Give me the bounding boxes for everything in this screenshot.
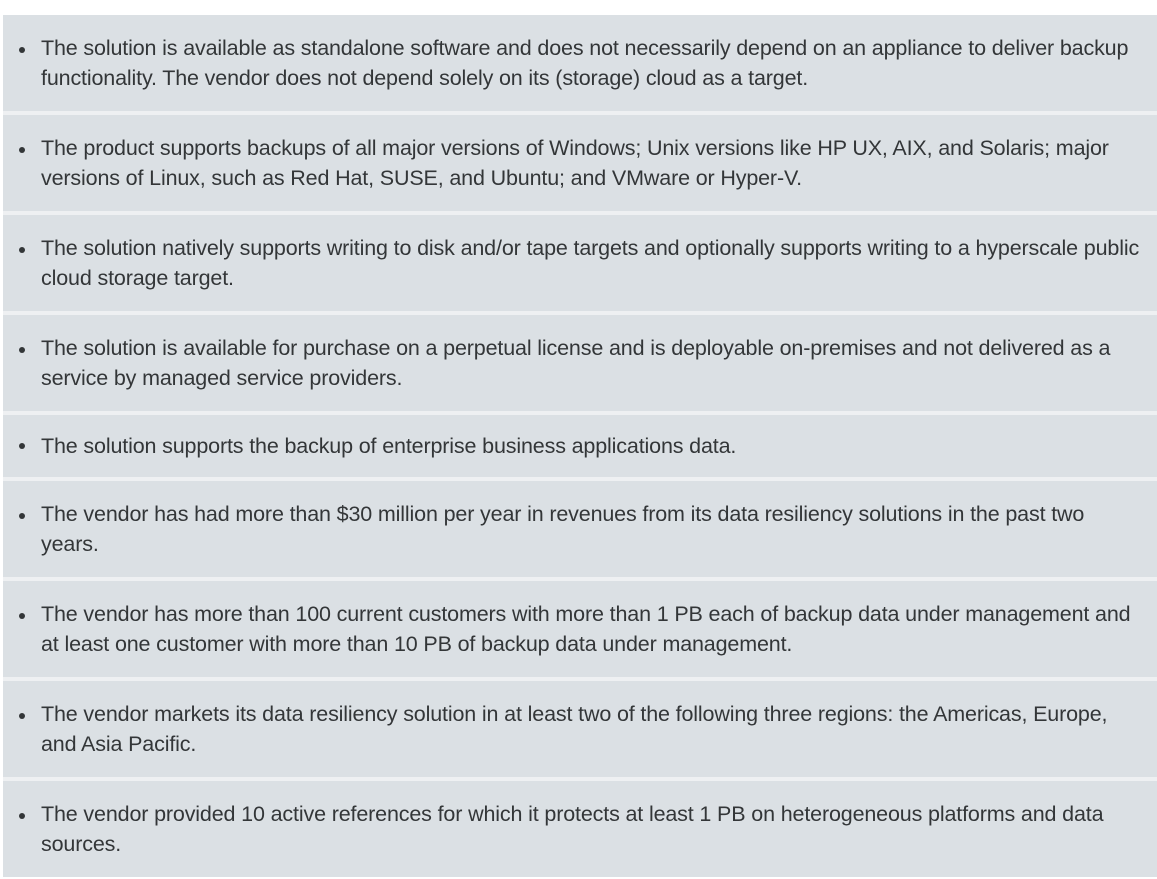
- bullet-icon: [19, 613, 25, 619]
- criteria-item-text: The product supports backups of all major versions of Windows; Unix versions like HP UX, AIX, and Solaris; major versions of Linux, such as Red Hat, SUSE, and Ubuntu; and VMware or Hyper-V.: [41, 136, 1109, 190]
- bullet-icon: [19, 47, 25, 53]
- criteria-item-text: The vendor markets its data resiliency solution in at least two of the following three regions: the Americas, Europe, and Asia Pacific.: [41, 702, 1108, 756]
- inclusion-criteria-list: [3, 15, 1157, 877]
- bullet-icon: [19, 813, 25, 819]
- bullet-icon: [19, 513, 25, 519]
- bullet-icon: [19, 347, 25, 353]
- criteria-item-text: The vendor has more than 100 current customers with more than 1 PB each of backup data under management and at least one customer with more than 10 PB of backup data under management.: [41, 602, 1131, 656]
- bullet-icon: [19, 713, 25, 719]
- criteria-item: [3, 481, 1157, 577]
- criteria-item-text: The solution is available for purchase on a perpetual license and is deployable on-premises and not delivered as a service by managed service providers.: [41, 336, 1111, 390]
- criteria-item: [3, 681, 1157, 777]
- bullet-icon: [19, 443, 25, 449]
- criteria-item: [3, 315, 1157, 411]
- criteria-item: [3, 115, 1157, 211]
- criteria-item-text: The solution is available as standalone software and does not necessarily depend on an appliance to deliver backup functionality. The vendor does not depend solely on its (storage) cloud as a target.: [41, 36, 1129, 90]
- criteria-item-text: The vendor has had more than $30 million per year in revenues from its data resiliency solutions in the past two years.: [41, 502, 1085, 556]
- bullet-icon: [19, 147, 25, 153]
- criteria-item-text: The solution supports the backup of enterprise business applications data.: [41, 434, 737, 458]
- criteria-item: [3, 415, 1157, 477]
- criteria-item: [3, 781, 1157, 877]
- criteria-item: [3, 15, 1157, 111]
- bullet-icon: [19, 247, 25, 253]
- criteria-item-text: The vendor provided 10 active references for which it protects at least 1 PB on heterogeneous platforms and data sources.: [41, 802, 1104, 856]
- criteria-item: [3, 581, 1157, 677]
- criteria-item: [3, 215, 1157, 311]
- criteria-item-text: The solution natively supports writing to disk and/or tape targets and optionally supports writing to a hyperscale public cloud storage target.: [41, 236, 1140, 290]
